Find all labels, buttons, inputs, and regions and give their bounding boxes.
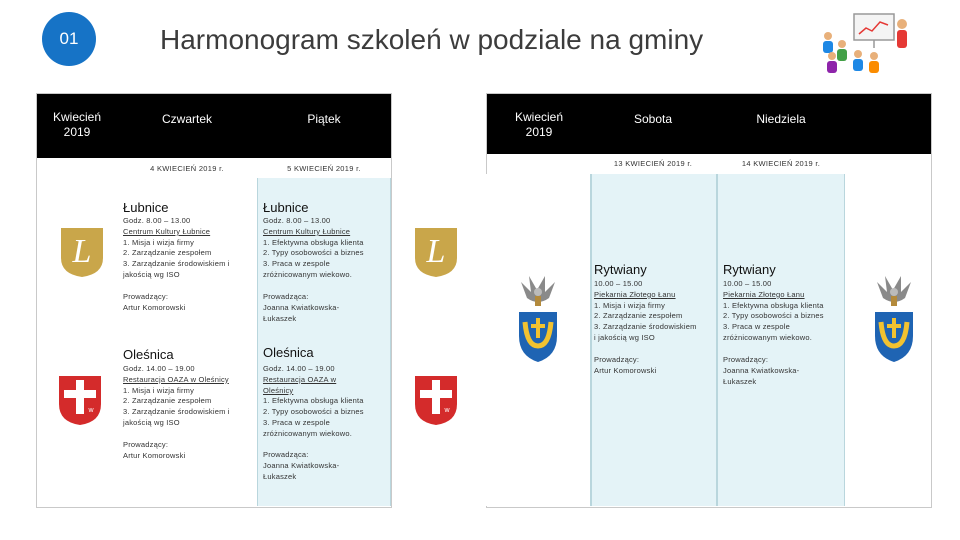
session-details: [723, 279, 824, 344]
trainer-name: Artur Komorowski: [123, 450, 186, 460]
slide-number-badge: 01: [42, 12, 96, 66]
topic-line: 2. Zarządzanie zespołem: [123, 248, 212, 258]
trainer-name: Joanna Kwiatkowska-: [263, 302, 340, 312]
month-label: [37, 110, 117, 140]
month-name: Kwiecień: [514, 110, 564, 124]
rytwiany-coat-of-arms-icon: [871, 272, 917, 368]
topic-line: 3. Praca w zespole: [263, 417, 330, 427]
trainer-label: Prowadzący:: [723, 355, 769, 364]
topic-line: 3. Praca w zespole: [263, 259, 330, 269]
session-venue: Centrum Kultury Łubnice: [263, 226, 351, 236]
topic-line: 3. Praca w zespole: [723, 322, 790, 332]
column-header-day1: Czwartek: [161, 112, 212, 126]
trainer-label: Prowadzący:: [594, 355, 640, 364]
date-day1: 4 KWIECIEŃ 2019 r.: [150, 164, 224, 173]
session-details: [263, 216, 364, 281]
olesnica-coat-of-arms-icon: [57, 374, 103, 426]
schedule-panel-right: [486, 93, 932, 508]
month-label: [487, 110, 591, 140]
topic-line: zróżnicowanym wiekowo.: [263, 428, 353, 438]
city-name: Rytwiany: [723, 262, 776, 277]
session-time: Godz. 14.00 – 19.00: [263, 364, 335, 373]
topic-line: 3. Zarządzanie środowiskiem i: [123, 259, 230, 269]
session-venue: Piekarnia Złotego Łanu: [723, 289, 805, 299]
olesnica-coat-of-arms-icon: [413, 374, 459, 426]
trainer-name: Łukaszek: [263, 313, 297, 323]
year: 2019: [525, 125, 553, 139]
trainer-label: Prowadząca:: [263, 450, 309, 459]
topic-line: 2. Zarządzanie zespołem: [123, 396, 212, 406]
svg-text:L: L: [426, 233, 446, 270]
city-name: Rytwiany: [594, 262, 647, 277]
table-header: [37, 94, 391, 158]
topic-line: 2. Typy osobowości a biznes: [263, 407, 364, 417]
lubnice-coat-of-arms-icon: [59, 224, 105, 278]
session-details: [594, 279, 697, 344]
date-day2: 5 KWIECIEŃ 2019 r.: [287, 164, 361, 173]
session-time: 10.00 – 15.00: [723, 279, 772, 288]
topic-line: 3. Zarządzanie środowiskiem i: [123, 407, 230, 417]
date-day1: 13 KWIECIEŃ 2019 r.: [613, 159, 693, 168]
session-time: Godz. 8.00 – 13.00: [263, 216, 331, 225]
trainer-info: [723, 355, 799, 387]
trainer-label: Prowadzący:: [123, 292, 169, 301]
topic-line: jakością wg ISO: [123, 417, 180, 427]
topic-line: jakością wg ISO: [123, 269, 180, 279]
topic-line: 1. Efektywna obsługa klienta: [723, 300, 824, 310]
city-name: Oleśnica: [263, 345, 314, 360]
city-name: Łubnice: [263, 200, 309, 215]
session-time: Godz. 14.00 – 19.00: [123, 364, 195, 373]
topic-line: zróżnicowanym wiekowo.: [723, 332, 813, 342]
trainer-name: Artur Komorowski: [123, 302, 186, 312]
topic-line: 1. Misja i wizja firmy: [123, 385, 195, 395]
table-header: [487, 94, 931, 154]
session-venue: Restauracja OAZA w Oleśnicy: [123, 374, 229, 384]
trainer-name: Artur Komorowski: [594, 365, 657, 375]
training-presentation-icon: [816, 10, 916, 76]
topic-line: 1. Efektywna obsługa klienta: [263, 237, 364, 247]
session-details: [123, 364, 230, 429]
trainer-name: Joanna Kwiatkowska-: [723, 365, 800, 375]
trainer-label: Prowadzący:: [123, 440, 169, 449]
topic-line: 2. Typy osobowości a biznes: [263, 248, 364, 258]
trainer-info: [263, 450, 339, 482]
rytwiany-coat-of-arms-icon: [515, 272, 561, 368]
column-header-day2: Niedziela: [756, 112, 806, 126]
trainer-info: [263, 292, 339, 324]
trainer-info: [594, 355, 656, 377]
trainer-name: Joanna Kwiatkowska-: [263, 460, 340, 470]
city-name: Łubnice: [123, 200, 169, 215]
year: 2019: [63, 125, 91, 139]
page-title: Harmonogram szkoleń w podziale na gminy: [160, 24, 704, 55]
session-venue: Piekarnia Złotego Łanu: [594, 289, 676, 299]
schedule-panel-left: [36, 93, 450, 508]
topic-line: i jakością wg ISO: [594, 332, 655, 342]
topic-line: 1. Misja i wizja firmy: [594, 300, 666, 310]
svg-text:L: L: [72, 233, 92, 270]
svg-text:w: w: [444, 407, 450, 414]
topic-line: zróżnicowanym wiekowo.: [263, 269, 353, 279]
session-time: Godz. 8.00 – 13.00: [123, 216, 191, 225]
topic-line: 1. Efektywna obsługa klienta: [263, 396, 364, 406]
trainer-info: [123, 292, 185, 314]
trainer-label: Prowadząca:: [263, 292, 309, 301]
topic-line: 3. Zarządzanie środowiskiem: [594, 322, 697, 332]
trainer-name: Łukaszek: [723, 376, 757, 386]
column-header-day1: Sobota: [633, 112, 673, 126]
session-time: 10.00 – 15.00: [594, 279, 643, 288]
topic-line: 2. Zarządzanie zespołem: [594, 311, 683, 321]
lubnice-coat-of-arms-icon: [413, 224, 459, 278]
session-details: [123, 216, 230, 281]
svg-text:w: w: [88, 407, 94, 414]
city-name: Oleśnica: [123, 347, 174, 362]
month-name: Kwiecień: [52, 110, 102, 124]
session-venue: Restauracja OAZA w: [263, 374, 337, 384]
session-venue: Oleśnicy: [263, 385, 294, 395]
trainer-name: Łukaszek: [263, 471, 297, 481]
session-details: [263, 364, 364, 440]
column-header-day2: Piątek: [307, 112, 341, 126]
topic-line: 2. Typy osobowości a biznes: [723, 311, 824, 321]
topic-line: 1. Misja i wizja firmy: [123, 237, 195, 247]
date-day2: 14 KWIECIEŃ 2019 r.: [741, 159, 821, 168]
session-venue: Centrum Kultury Łubnice: [123, 226, 211, 236]
trainer-info: [123, 440, 185, 462]
